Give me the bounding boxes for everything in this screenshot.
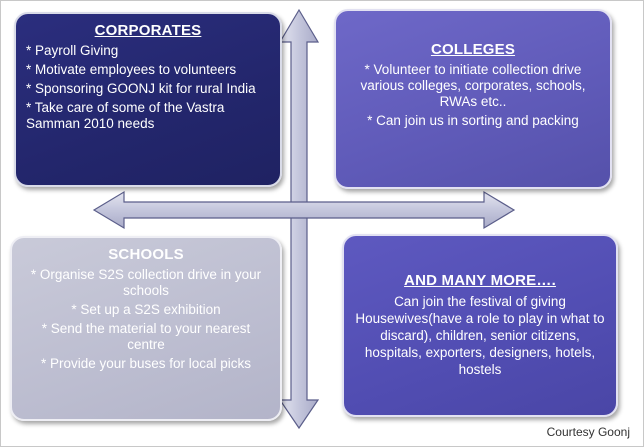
- corporates-item: * Payroll Giving: [26, 43, 119, 58]
- colleges-item: * Volunteer to initiate collection drive various colleges, corporates, schools, RWAs etc..: [360, 62, 586, 109]
- corporates-title: CORPORATES: [94, 22, 202, 39]
- colleges-title: COLLEGES: [430, 41, 516, 58]
- corporates-item: * Take care of some of the Vastra Samman 2010 needs: [26, 100, 225, 131]
- corporates-box: [14, 12, 282, 187]
- schools-item: * Send the material to your nearest centre: [41, 321, 251, 352]
- many-more-body: Can join the festival of giving Housewives(have a role to play in what to discard), children, senior citizens, hospitals, exporters, designers, hotels, hostels: [355, 294, 605, 377]
- many-more-title: AND MANY MORE….: [404, 272, 556, 289]
- corporates-item: * Sponsoring GOONJ kit for rural India: [26, 81, 256, 96]
- credit-text: Courtesy Goonj: [546, 425, 630, 439]
- colleges-box: [334, 9, 612, 189]
- schools-item: * Organise S2S collection drive in your schools: [30, 267, 262, 298]
- schools-title: SCHOOLS: [108, 246, 184, 263]
- vertical-arrow: [280, 10, 318, 428]
- schools-item: * Set up a S2S exhibition: [71, 302, 221, 317]
- schools-box: [10, 236, 282, 421]
- many-more-box: [342, 234, 618, 417]
- colleges-item: * Can join us in sorting and packing: [367, 113, 579, 128]
- corporates-item: * Motivate employees to volunteers: [26, 62, 237, 77]
- schools-item: * Provide your buses for local picks: [40, 356, 252, 371]
